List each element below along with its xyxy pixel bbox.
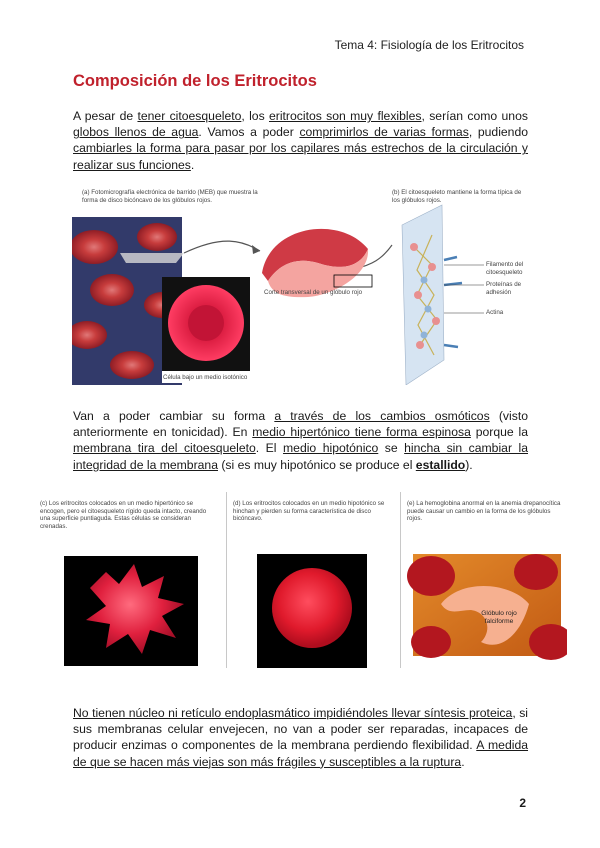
figure-osmotic-shapes [34, 492, 566, 668]
sickle-cell-image [401, 492, 567, 668]
caption-e: (e) La hemoglobina anormal en la anemia drepanocítica puede causar un cambio en la forma de los glóbulos rojos. [407, 500, 561, 522]
figure-erythrocyte-structure [72, 185, 530, 385]
paragraph-2: Van a poder cambiar su forma a través de los cambios osmóticos (visto anteriormente en tonicidad). En medio hipertónico tiene forma espinosa porque la membrana tira del citoesqueleto. El medio hipotónico se hincha sin cambiar la integridad de la membrana (si es muy hipotónico se produce el estallido). [73, 409, 528, 472]
label-adhesion-proteins: Proteínas de adhesión [486, 281, 522, 296]
label-cross-section: Corte transversal de un glóbulo rojo [264, 289, 363, 296]
label-actin: Actina [486, 309, 504, 316]
panel-hypotonic [226, 492, 399, 668]
label-sickle-cell: Glóbulo rojo falciforme [481, 610, 517, 625]
label-isotonic-cell: Célula bajo un medio isotónico [163, 374, 248, 381]
label-filament: Filamento del citoesqueleto [486, 261, 524, 276]
panel-hypertonic [34, 492, 224, 668]
caption-c: (c) Los eritrocitos colocados en un medio hipertónico se encogen, pero el citoesqueleto rígido queda intacto, creando una superficie puntiaguda. Estas células se consideran crenadas. [40, 500, 207, 530]
paragraph-3: No tienen núcleo ni retículo endoplasmático impidiéndoles llevar síntesis proteica, si sus membranas celular envejecen, no van a poder ser reparadas, incapaces de producir enzimas o componentes de la membrana perdiendo flexibilidad. A medida de que se hacen más viejas son más frágiles y susceptibles a la ruptura. [73, 706, 529, 769]
caption-a: (a) Fotomicrografía electrónica de barrido (MEB) que muestra la forma de disco bicóncavo de los glóbulos rojos. [82, 189, 258, 204]
figure-1-illustration [72, 185, 530, 385]
paragraph-1: A pesar de tener citoesqueleto, los eritrocitos son muy flexibles, serían como unos globos llenos de agua. Vamos a poder comprimirlos de varias formas, pudiendo cambiarles la forma para pasar por los capilares más estrechos de la circulación y realizar sus funciones. [73, 109, 529, 172]
page-number: 2 [519, 796, 526, 810]
section-title: Composición de los Eritrocitos [73, 72, 317, 90]
caption-b: (b) El citoesqueleto mantiene la forma típica de los glóbulos rojos. [392, 189, 522, 204]
swollen-cell-image [227, 492, 399, 668]
page-header: Tema 4: Fisiología de los Eritrocitos [334, 38, 524, 52]
crenated-cell-image [34, 492, 224, 668]
caption-d: (d) Los eritrocitos colocados en un medio hipotónico se hinchan y pierden su forma característica de disco bicóncavo. [233, 500, 385, 522]
panel-sickle [400, 492, 567, 668]
